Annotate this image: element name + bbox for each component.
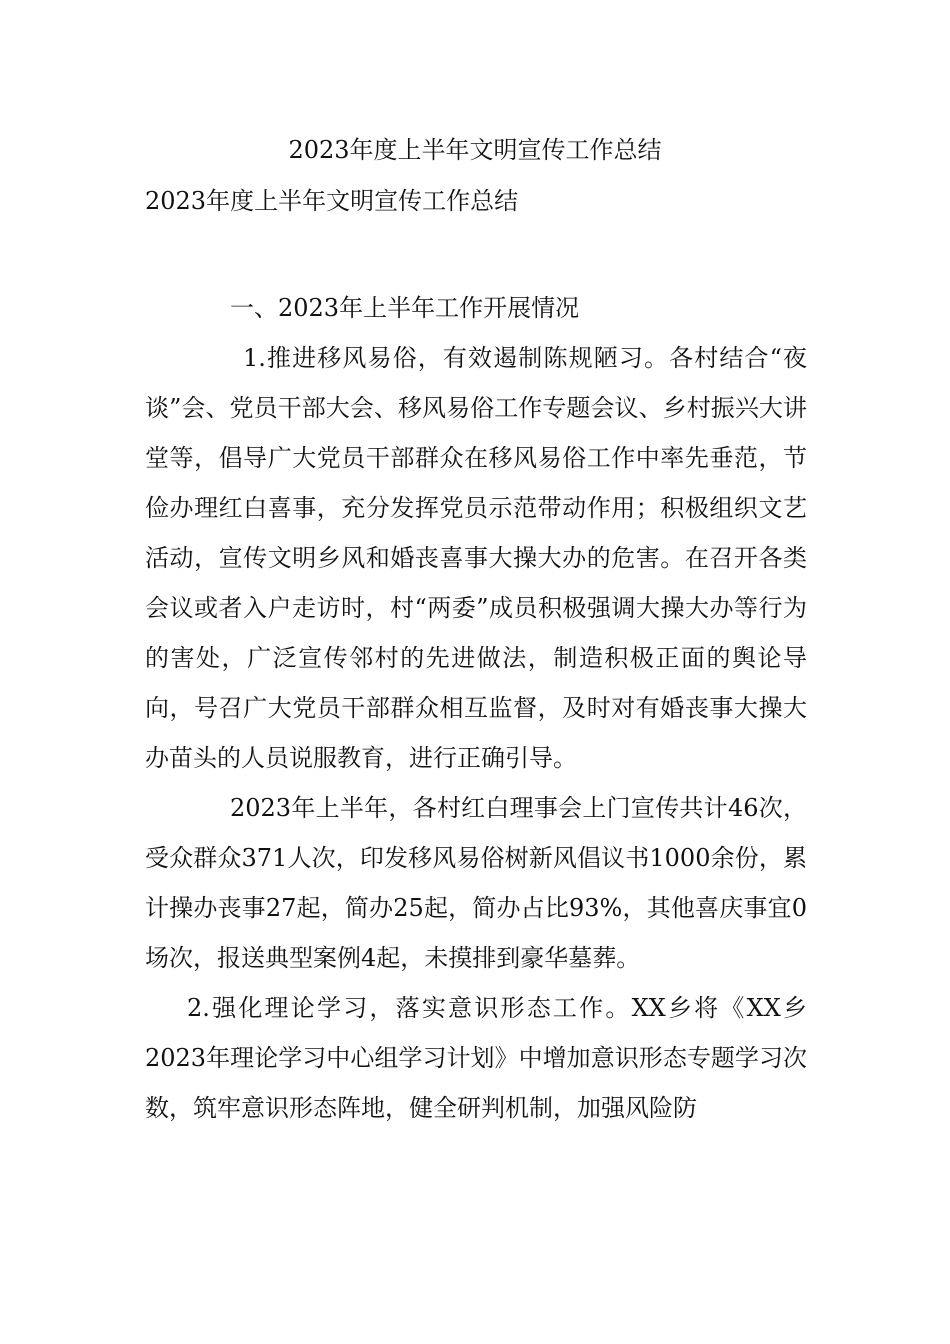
section-heading: 一、2023年上半年工作开展情况 [230,294,580,322]
paragraph-2: 2023年上半年，各村红白理事会上门宣传共计46次，受众群众371人次，印发移风易俗树新风倡议书1000余份，累计操办丧事27起，简办25起，简办占比93%，其他喜庆事宜0场次，报送典型案例4起，未摸排到豪华墓葬。 [145,794,807,972]
document-title: 2023年度上半年文明宣传工作总结 [288,136,662,164]
document-subtitle: 2023年度上半年文明宣传工作总结 [145,187,519,215]
document-body [145,283,807,1133]
paragraph-1: 1.推进移风易俗，有效遏制陈规陋习。各村结合“夜谈”会、党员干部大会、移风易俗工作专题会议、乡村振兴大讲堂等，倡导广大党员干部群众在移风易俗工作中率先垂范，节俭办理红白喜事，充分发挥党员示范带动作用；积极组织文艺活动，宣传文明乡风和婚丧喜事大操大办的危害。在召开各类会议或者入户走访时，村“两委”成员积极强调大操大办等行为的害处，广泛宣传邻村的先进做法，制造积极正面的舆论导向，号召广大党员干部群众相互监督，及时对有婚丧事大操大办苗头的人员说服教育，进行正确引导。 [145,344,807,772]
paragraph-3: 2.强化理论学习，落实意识形态工作。XX乡将《XX乡2023年理论学习中心组学习计划》中增加意识形态专题学习次数，筑牢意识形态阵地，健全研判机制，加强风险防 [145,994,807,1122]
